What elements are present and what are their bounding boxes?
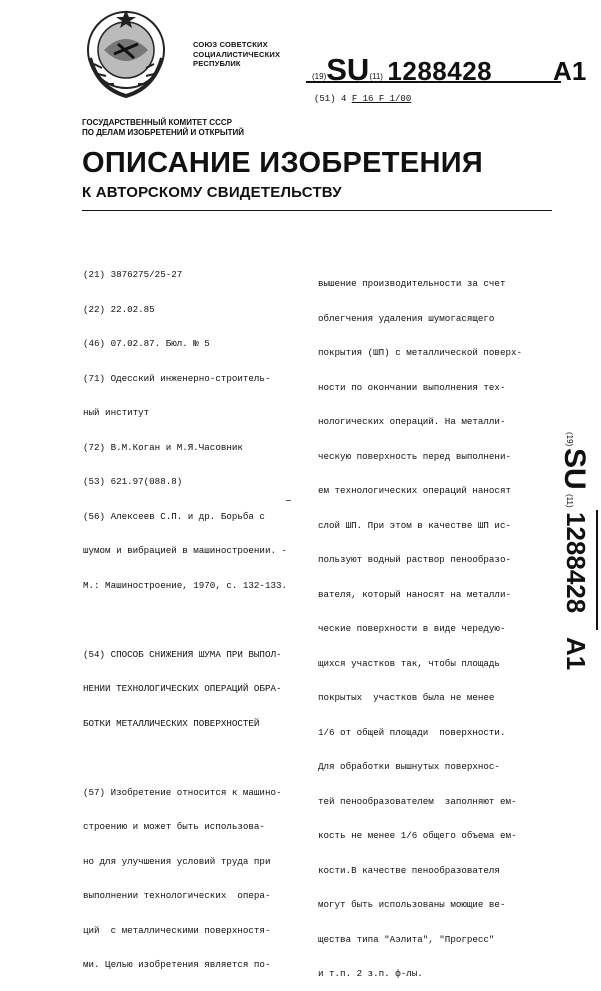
text-line: (22) 22.02.85: [83, 303, 155, 315]
header-rule: [306, 81, 561, 83]
union-line: СОЮЗ СОВЕТСКИХ: [193, 40, 268, 49]
text-line: щихся участков так, чтобы площадь: [318, 657, 500, 669]
ipc-tag: (51) 4: [314, 94, 347, 104]
side-tag-19: (19): [565, 432, 574, 447]
page-subtitle: К АВТОРСКОМУ СВИДЕТЕЛЬСТВУ: [82, 184, 342, 201]
text-line: М.: Машиностроение, 1970, с. 132-133.: [83, 579, 287, 591]
text-line: (54) СПОСОБ СНИЖЕНИЯ ШУМА ПРИ ВЫПОЛ-: [83, 648, 282, 660]
committee-line: ГОСУДАРСТВЕННЫЙ КОМИТЕТ СССР: [82, 118, 232, 127]
text-line: (53) 621.97(088.8): [83, 476, 183, 487]
text-line: кость не менее 1/6 общего объема ем-: [318, 830, 517, 841]
committee-line: ПО ДЕЛАМ ИЗОБРЕТЕНИЙ И ОТКРЫТИЙ: [82, 128, 245, 137]
tag-11: (11): [369, 72, 383, 81]
text-line: ций с металлическими поверхностя-: [83, 924, 271, 936]
text-line: строению и может быть использова-: [83, 821, 265, 832]
text-line: ческую поверхность перед выполнени-: [318, 450, 511, 462]
text-line: слой ШП. При этом в качестве ШП ис-: [318, 519, 511, 531]
text-line: покрытия (ШП) с металлической поверх-: [318, 347, 522, 358]
side-kind-code: A1: [561, 637, 591, 671]
text-line: ный институт: [83, 407, 150, 418]
kind-code: A1: [553, 56, 587, 86]
page-title: ОПИСАНИЕ ИЗОБРЕТЕНИЯ: [82, 147, 483, 179]
ipc-class: [314, 94, 411, 104]
title-rule: [82, 210, 552, 211]
text-line: ности по окончании выполнения тех-: [318, 381, 506, 393]
side-patent-number: [555, 430, 600, 690]
text-line: (71) Одесский инженерно-строитель-: [83, 372, 271, 384]
right-column: [318, 255, 522, 991]
union-name: [193, 40, 280, 69]
text-line: и т.п. 2 з.п. ф-лы.: [318, 968, 423, 979]
text-line: (57) Изобретение относится к машино-: [83, 786, 282, 798]
text-line: ми. Целью изобретения является по-: [83, 959, 271, 970]
patent-number: 1288428: [387, 56, 493, 86]
text-line: кости.В качестве пенообразователя: [318, 864, 500, 876]
tag-19: (19): [312, 72, 327, 81]
side-patent-number-text: 1288428: [561, 512, 591, 614]
text-line: тей пенообразователем заполняют ем-: [318, 795, 517, 807]
text-line: вателя, который наносят на металли-: [318, 588, 511, 600]
text-line: (72) В.М.Коган и М.Я.Часовник: [83, 441, 243, 453]
country-code: SU: [326, 52, 370, 87]
text-line: нологических операций. На металли-: [318, 416, 506, 427]
ipc-value: F 16 F 1/00: [351, 94, 412, 104]
union-line: СОЦИАЛИСТИЧЕСКИХ: [193, 49, 281, 59]
text-line: НЕНИИ ТЕХНОЛОГИЧЕСКИХ ОПЕРАЦИЙ ОБРА-: [83, 683, 282, 694]
text-line: но для улучшения условий труда при: [83, 855, 271, 867]
text-line: 1/6 от общей площади поверхности.: [318, 726, 506, 738]
text-line: покрытых участков была не менее: [318, 692, 495, 703]
text-line: БОТКИ МЕТАЛЛИЧЕСКИХ ПОВЕРХНОСТЕЙ: [83, 717, 260, 729]
text-line: (56) Алексеев С.П. и др. Борьба с: [83, 510, 265, 522]
text-line: [83, 614, 287, 626]
text-line: облегчения удаления шумогасящего: [318, 312, 495, 324]
text-line: (46) 07.02.87. Бюл. № 5: [83, 338, 210, 349]
union-line: РЕСПУБЛИК: [193, 59, 241, 69]
ussr-emblem-icon: [84, 8, 168, 100]
left-column: [83, 246, 287, 982]
text-line: ем технологических операций наносят: [318, 485, 511, 496]
text-line: [83, 752, 287, 764]
side-country-code: SU: [558, 448, 591, 490]
text-line: пользуют водный раствор пенообразо-: [318, 554, 511, 565]
text-line: выполнении технологических опера-: [83, 890, 271, 901]
text-line: вышение производительности за счет: [318, 278, 506, 289]
text-line: щества типа "Аэлита", "Прогресс": [318, 933, 495, 945]
side-tag-11: (11): [565, 494, 574, 508]
text-line: (21) 3876275/25-27: [83, 269, 183, 280]
column-divider-mark: [286, 500, 291, 501]
committee-name: [82, 118, 244, 138]
text-line: шумом и вибрацией в машиностроении. -: [83, 545, 287, 556]
text-line: ческие поверхности в виде чередую-: [318, 623, 506, 634]
text-line: могут быть использованы моющие ве-: [318, 899, 506, 910]
text-line: Для обработки вышнутых поверхнос-: [318, 761, 500, 772]
